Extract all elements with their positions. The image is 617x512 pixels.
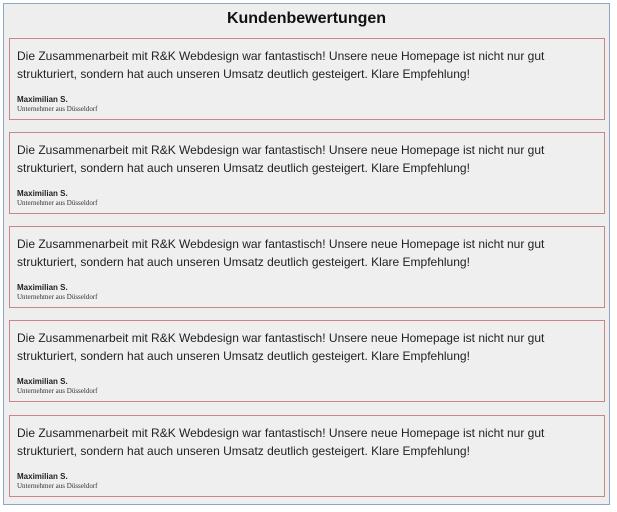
- review-author: Maximilian S.: [17, 472, 68, 481]
- review-author: Maximilian S.: [17, 95, 68, 104]
- review-author-role: Unternehmer aus Düsseldorf: [17, 105, 98, 113]
- review-text: Die Zusammenarbeit mit R&K Webdesign war fantastisch! Unsere neue Homepage ist nicht nur gut strukturiert, sondern hat auch unseren Umsatz deutlich gesteigert. Klare Empfehlung!: [17, 237, 545, 269]
- reviews-section: [3, 3, 610, 505]
- review-card: [9, 415, 605, 497]
- review-author: Maximilian S.: [17, 377, 68, 386]
- review-author: Maximilian S.: [17, 283, 68, 292]
- review-text: Die Zusammenarbeit mit R&K Webdesign war fantastisch! Unsere neue Homepage ist nicht nur gut strukturiert, sondern hat auch unseren Umsatz deutlich gesteigert. Klare Empfehlung!: [17, 143, 545, 175]
- review-author-role: Unternehmer aus Düsseldorf: [17, 293, 98, 301]
- section-title: Kundenbewertungen: [226, 10, 387, 27]
- review-card: [9, 132, 605, 214]
- review-card: [9, 38, 605, 120]
- review-author-role: Unternehmer aus Düsseldorf: [17, 387, 98, 395]
- review-text: Die Zusammenarbeit mit R&K Webdesign war fantastisch! Unsere neue Homepage ist nicht nur gut strukturiert, sondern hat auch unseren Umsatz deutlich gesteigert. Klare Empfehlung!: [17, 426, 545, 458]
- review-text: Die Zusammenarbeit mit R&K Webdesign war fantastisch! Unsere neue Homepage ist nicht nur gut strukturiert, sondern hat auch unseren Umsatz deutlich gesteigert. Klare Empfehlung!: [17, 331, 545, 363]
- review-author-role: Unternehmer aus Düsseldorf: [17, 482, 98, 490]
- review-card: [9, 226, 605, 308]
- review-author: Maximilian S.: [17, 189, 68, 198]
- review-text: Die Zusammenarbeit mit R&K Webdesign war fantastisch! Unsere neue Homepage ist nicht nur gut strukturiert, sondern hat auch unseren Umsatz deutlich gesteigert. Klare Empfehlung!: [17, 49, 545, 81]
- review-author-role: Unternehmer aus Düsseldorf: [17, 199, 98, 207]
- review-card: [9, 320, 605, 402]
